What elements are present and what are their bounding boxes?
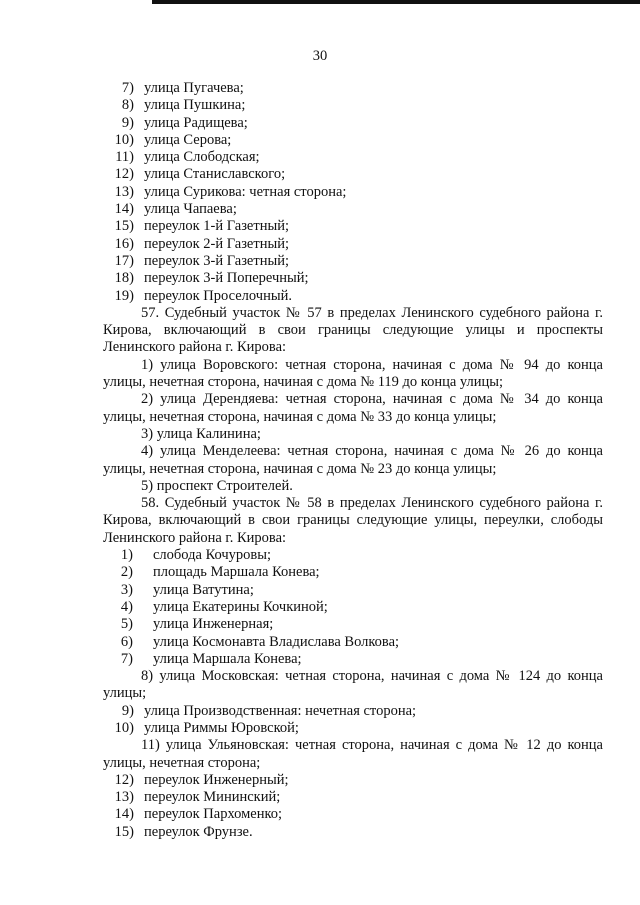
item-text: переулок 3-й Поперечный; [144,270,309,287]
item-number: 17) [114,252,134,269]
item-number: 16) [114,235,134,252]
item-number: 7) [120,650,133,667]
item-text: площадь Маршала Конева; [153,564,320,581]
item-text: переулок Мининский; [144,789,281,806]
list-item [103,789,603,806]
list-item [103,166,603,183]
page-number: 30 [312,48,328,64]
item-number: 15) [114,218,134,235]
item-number: 7) [121,80,134,96]
list-item [103,80,603,97]
document-body [103,80,603,841]
item-number: 14) [114,201,134,218]
list-item [103,218,603,235]
list-item [103,236,603,253]
paragraph-item: 3) улица Калинина; [141,425,261,442]
item-number: 2) [120,564,133,581]
item-text: улица Слободская; [144,149,260,166]
top-rule [152,0,640,4]
item-text: улица Космонавта Владислава Волкова; [153,633,400,650]
item-number: 11) [115,149,134,166]
item-number: 19) [114,287,134,304]
item-text: улица Екатерины Кочкиной; [153,598,328,615]
list-item [103,288,603,305]
list-item [103,582,603,599]
item-number: 8) [121,97,134,114]
item-number: 12) [114,166,134,183]
section-58 [103,495,603,841]
item-number: 13) [114,789,134,806]
item-number: 18) [114,270,134,287]
list-item [103,270,603,287]
item-text: переулок Инженерный; [144,771,289,788]
section-57-heading: 57. Судебный участок № 57 в пределах Ленинского судебного района г. Кирова, включающий в свои границы следующие улицы и проспекты Ленинского района г. Кирова: [103,304,603,356]
item-number: 5) [120,616,133,633]
paragraph-item: 5) проспект Строителей. [141,477,293,494]
list-item [103,253,603,270]
item-text: улица Серова; [144,131,232,148]
list-item [103,634,603,651]
list-item [103,599,603,616]
list-item [103,97,603,114]
item-text: улица Пушкина; [144,97,246,114]
item-text: слобода Кочуровы; [153,547,272,564]
item-number: 6) [120,633,133,650]
paragraph-item: 8) улица Московская: четная сторона, начиная с дома № 124 до конца улицы; [103,668,603,702]
item-text: улица Станиславского; [144,166,286,183]
item-number: 14) [114,806,134,823]
item-number: 9) [121,702,134,719]
list-item [103,720,603,737]
list-item [103,115,603,132]
item-text: улица Пугачева; [144,80,244,96]
paragraph-item: 4) улица Менделеева: четная сторона, начиная с дома № 26 до конца улицы, нечетная сторона, начиная с дома № 23 до конца улицы; [103,443,603,477]
item-text: переулок 2-й Газетный; [144,235,289,252]
item-text: переулок 1-й Газетный; [144,218,289,235]
section-58-heading: 58. Судебный участок № 58 в пределах Ленинского судебного района г. Кирова, включающий в свои границы следующие улицы, переулки, слободы Ленинского района г. Кирова: [103,495,603,546]
paragraph-item: 11) улица Ульяновская: четная сторона, начиная с дома № 12 до конца улицы, нечетная сторона; [103,737,603,771]
item-text: улица Ватутина; [153,581,254,598]
item-number: 10) [114,131,134,148]
street-list-continued [103,80,603,305]
list-item [103,547,603,564]
item-number: 3) [120,581,133,598]
list-item [103,564,603,581]
item-number: 9) [121,114,134,131]
list-item [103,149,603,166]
list-item [103,132,603,149]
item-text: улица Производственная: нечетная сторона; [144,702,417,719]
item-text: переулок 3-й Газетный; [144,252,289,269]
item-number: 12) [114,771,134,788]
item-number: 1) [120,547,133,564]
list-item [103,184,603,201]
item-text: переулок Фрунзе. [144,823,253,840]
item-text: улица Маршала Конева; [153,650,302,667]
list-item [103,201,603,218]
item-text: улица Сурикова: четная сторона; [144,183,347,200]
item-text: переулок Пархоменко; [144,806,283,823]
list-item [103,616,603,633]
list-item [103,824,603,841]
list-item [103,651,603,668]
item-number: 13) [114,183,134,200]
item-text: улица Инженерная; [153,616,274,633]
item-text: улица Чапаева; [144,201,237,218]
item-number: 10) [114,719,134,736]
section-57 [103,305,603,495]
list-item [103,806,603,823]
item-text: улица Радищева; [144,114,248,131]
list-item [103,772,603,789]
paragraph-item: 2) улица Дерендяева: четная сторона, начиная с дома № 34 до конца улицы, нечетная сторона, начиная с дома № 33 до конца улицы; [103,391,603,425]
item-number: 4) [120,598,133,615]
item-text: улица Риммы Юровской; [144,719,299,736]
paragraph-item: 1) улица Воровского: четная сторона, начиная с дома № 94 до конца улицы, нечетная сторона, начиная с дома № 119 до конца улицы; [103,356,603,391]
item-text: переулок Проселочный. [144,287,292,304]
list-item [103,703,603,720]
item-number: 15) [114,823,134,840]
